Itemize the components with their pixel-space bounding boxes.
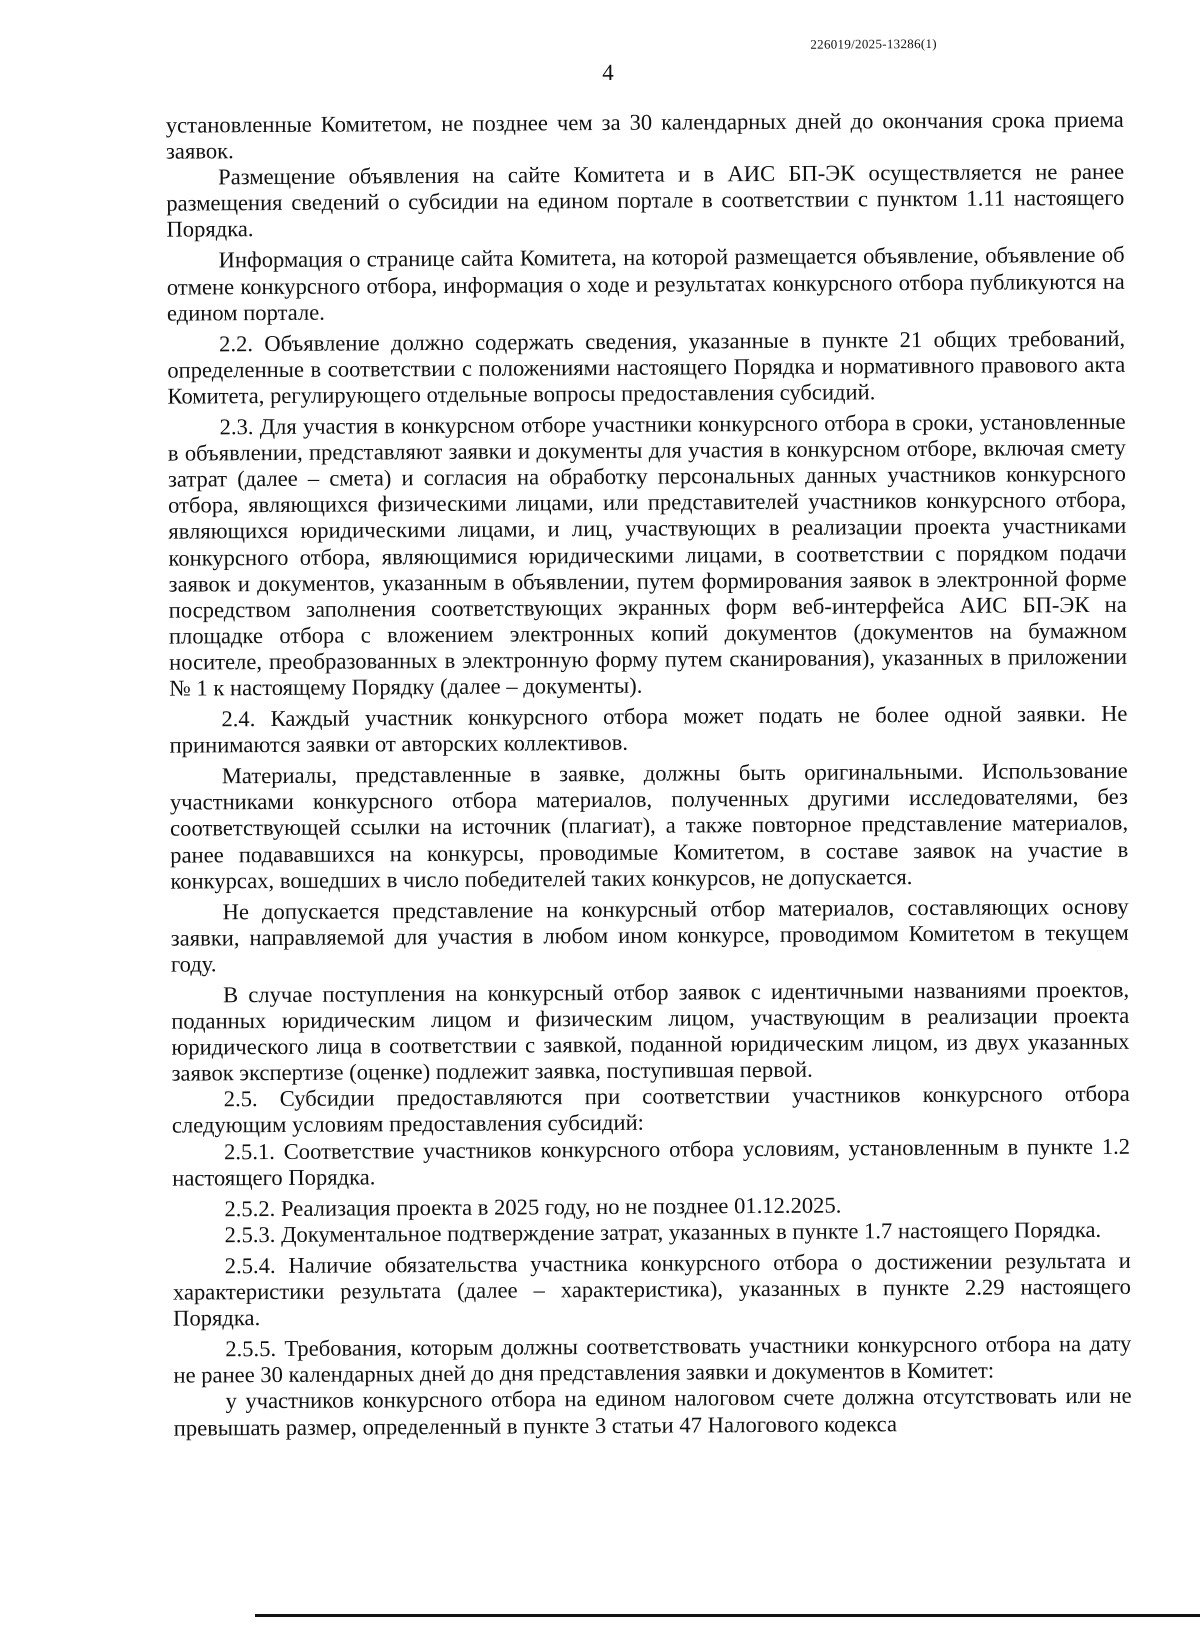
paragraph-site-information: Информация о странице сайта Комитета, на которой размещается объявление, объявление об отмене конкурсного отбора, информация о ходе и результатах конкурсного отбора публикуются на едином портале.	[166, 242, 1125, 326]
paragraph-no-duplicate-materials: Не допускается представление на конкурсный отбор материалов, составляющих основу заявки, направляемой для участия в любом ином конкурсе, проводимом Комитетом в текущем году.	[170, 893, 1129, 977]
paragraph-2-5-5: 2.5.5. Требования, которым должны соответствовать участники конкурсного отбора на дату не ранее 30 календарных дней до дня представления заявки и документов в Комитет:	[173, 1330, 1132, 1388]
paragraph-2-5-3: 2.5.3. Документальное подтверждение затрат, указанных в пункте 1.7 настоящего Порядка.	[224, 1216, 1102, 1248]
paragraph-2-2: 2.2. Объявление должно содержать сведения, указанные в пункте 21 общих требований, определенные в соответствии с положениями настоящего Порядка и нормативного правового акта Комитета, регулирующего отдельные вопросы предоставления субсидий.	[167, 325, 1126, 409]
paragraph-2-5-2: 2.5.2. Реализация проекта в 2025 году, но не позднее 01.12.2025.	[224, 1192, 842, 1222]
paragraph-announcement-placement: Размещение объявления на сайте Комитета и в АИС БП-ЭК осуществляется не ранее размещения сведений о субсидии на едином портале в соответствии с пунктом 1.11 настоящего Порядка.	[166, 158, 1125, 243]
document-registration-number: 226019/2025-13286(1)	[810, 35, 937, 52]
paragraph-2-5: 2.5. Субсидии предоставляются при соответствии участников конкурсного отбора следующим условиям предоставления субсидий:	[171, 1081, 1130, 1139]
paragraph-2-3: 2.3. Для участия в конкурсном отборе участники конкурсного отбора в сроки, установленные в объявлении, представляют заявки и документы для участия в конкурсном отборе, включая смету затрат (далее – смета) и согласия на обработку персональных данных участников конкурсного отбора, являющихся физическими лицами, или представителей участников конкурсного отбора, являющихся юридическими лицами, и лиц, участвующих в реализации проекта участниками конкурсного отбора, являющимися юридическими лицами, в соответствии с порядком подачи заявок и документов, указанным в объявлении, путем формирования заявок в электронной форме посредством заполнения соответствующих экранных форм веб-интерфейса АИС БП-ЭК на площадке отбора с вложением электронных копий документов (документов на бумажном носителе, преобразованных в электронную форму путем сканирования), указанных в приложении № 1 к настоящему Порядку (далее – документы).	[167, 408, 1128, 701]
paragraph-continuation: установленные Комитетом, не позднее чем за 30 календарных дней до окончания срока приема заявок.	[165, 106, 1124, 164]
paragraph-identical-applications: В случае поступления на конкурсный отбор заявок с идентичными названиями проектов, поданных юридическим лицом и физическим лицом, участвующим в реализации проекта юридического лица в соответствии с заявкой, поданной юридическим лицом, из двух указанных заявок экспертизе (оценке) подлежит заявка, поступившая первой.	[171, 976, 1130, 1086]
paragraph-2-4: 2.4. Каждый участник конкурсного отбора может подать не более одной заявки. Не принимаются заявки от авторских коллективов.	[169, 700, 1128, 758]
paragraph-materials-originality: Материалы, представленные в заявке, должны быть оригинальными. Использование участниками конкурсного отбора материалов, полученных другими исследователями, без соответствующей ссылки на источник (плагиат), а также повторное представление материалов, ранее подававшихся на конкурсы, проводимые Комитетом, в составе заявок на участие в конкурсах, вошедших в число победителей таких конкурсов, не допускается.	[169, 758, 1129, 894]
paragraph-2-5-1: 2.5.1. Соответствие участников конкурсного отбора условиям, установленным в пункте 1.2 настоящего Порядка.	[172, 1133, 1131, 1191]
paragraph-tax-account: у участников конкурсного отбора на едином налоговом счете должна отсутствовать или не превышать размер, определенный в пункте 3 статьи 47 Налогового кодекса	[173, 1383, 1132, 1441]
scan-edge-line	[255, 1614, 1200, 1617]
paragraph-2-5-4: 2.5.4. Наличие обязательства участника конкурсного отбора о достижении результата и характеристики результата (далее – характеристика), указанных в пункте 2.29 настоящего Порядка.	[172, 1247, 1131, 1331]
document-body	[166, 107, 1132, 1441]
page-number: 4	[602, 59, 614, 85]
